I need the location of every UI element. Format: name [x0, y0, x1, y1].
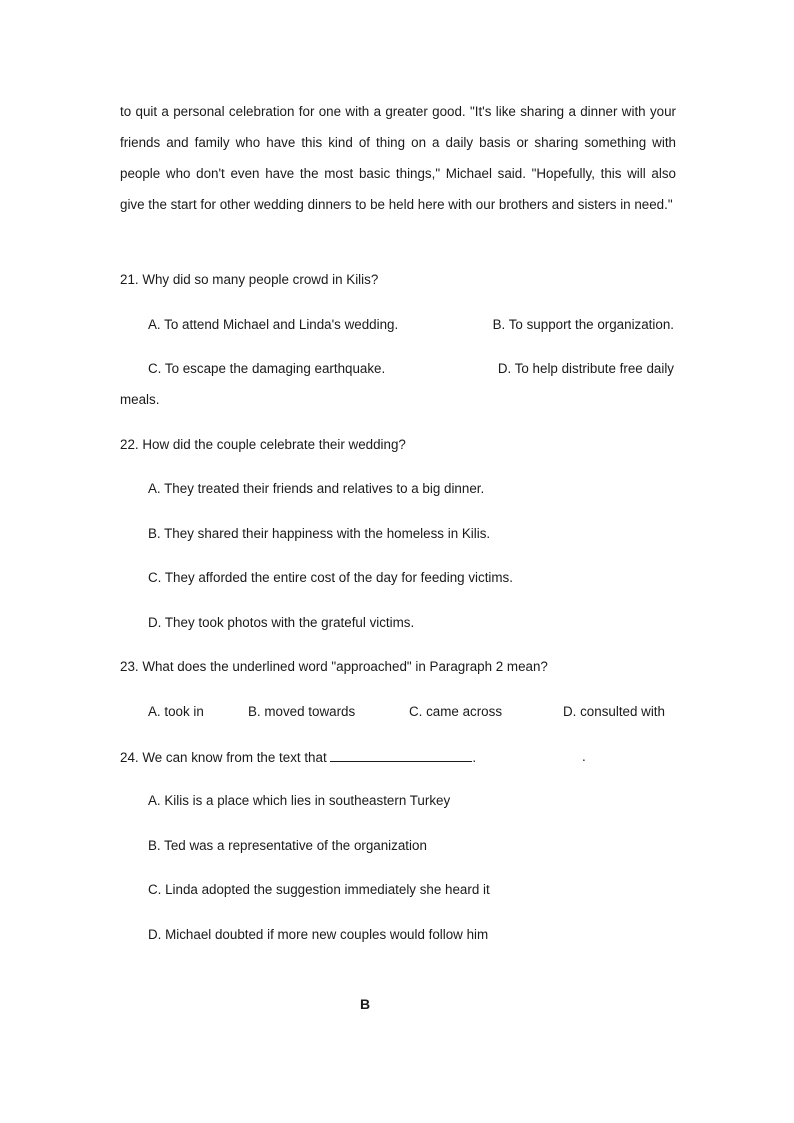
question-22-option-d: D. They took photos with the grateful victims. [148, 615, 415, 630]
question-21-stem: 21. Why did so many people crowd in Kilis? [120, 272, 379, 287]
question-24-stem-text: 24. We can know from the text that [120, 750, 327, 765]
question-23-option-a: A. took in [148, 704, 204, 719]
question-23-option-d: D. consulted with [563, 704, 665, 719]
question-21-option-b: B. To support the organization. [492, 317, 674, 332]
question-21-option-d: D. To help distribute free daily [497, 361, 674, 376]
question-23-option-b: B. moved towards [248, 704, 356, 719]
passage-paragraph: to quit a personal celebration for one with a greater good. "It's like sharing a dinner with your friends and family who have this kind of thing on a daily basis or sharing something with people who don't even have the most basic things," Michael said. "Hopefully, this will also give the start for other wedding dinners to be held here with our brothers and sisters in need." [120, 104, 676, 212]
question-22-option-a: A. They treated their friends and relatives to a big dinner. [148, 481, 485, 496]
question-22-stem: 22. How did the couple celebrate their wedding? [120, 437, 406, 452]
question-21-option-d-continued: meals. [120, 392, 160, 407]
section-heading: B [360, 996, 371, 1012]
question-21-option-a: A. To attend Michael and Linda's wedding. [148, 317, 399, 332]
question-24-stem-period: . [472, 750, 477, 765]
question-22-option-c: C. They afforded the entire cost of the day for feeding victims. [148, 570, 513, 585]
question-24-stem [120, 749, 476, 765]
question-24-option-d: D. Michael doubted if more new couples would follow him [148, 927, 489, 942]
question-22-option-b: B. They shared their happiness with the homeless in Kilis. [148, 526, 491, 541]
question-23-option-c: C. came across [409, 704, 503, 719]
question-24-option-a: A. Kilis is a place which lies in southeastern Turkey [148, 793, 451, 808]
question-23-stem: 23. What does the underlined word "approached" in Paragraph 2 mean? [120, 659, 548, 674]
question-24-option-c: C. Linda adopted the suggestion immediately she heard it [148, 882, 490, 897]
answer-blank [330, 749, 472, 762]
question-24-option-b: B. Ted was a representative of the organization [148, 838, 427, 853]
question-21-option-c: C. To escape the damaging earthquake. [148, 361, 386, 376]
question-24-trailing-mark: . [582, 749, 586, 764]
